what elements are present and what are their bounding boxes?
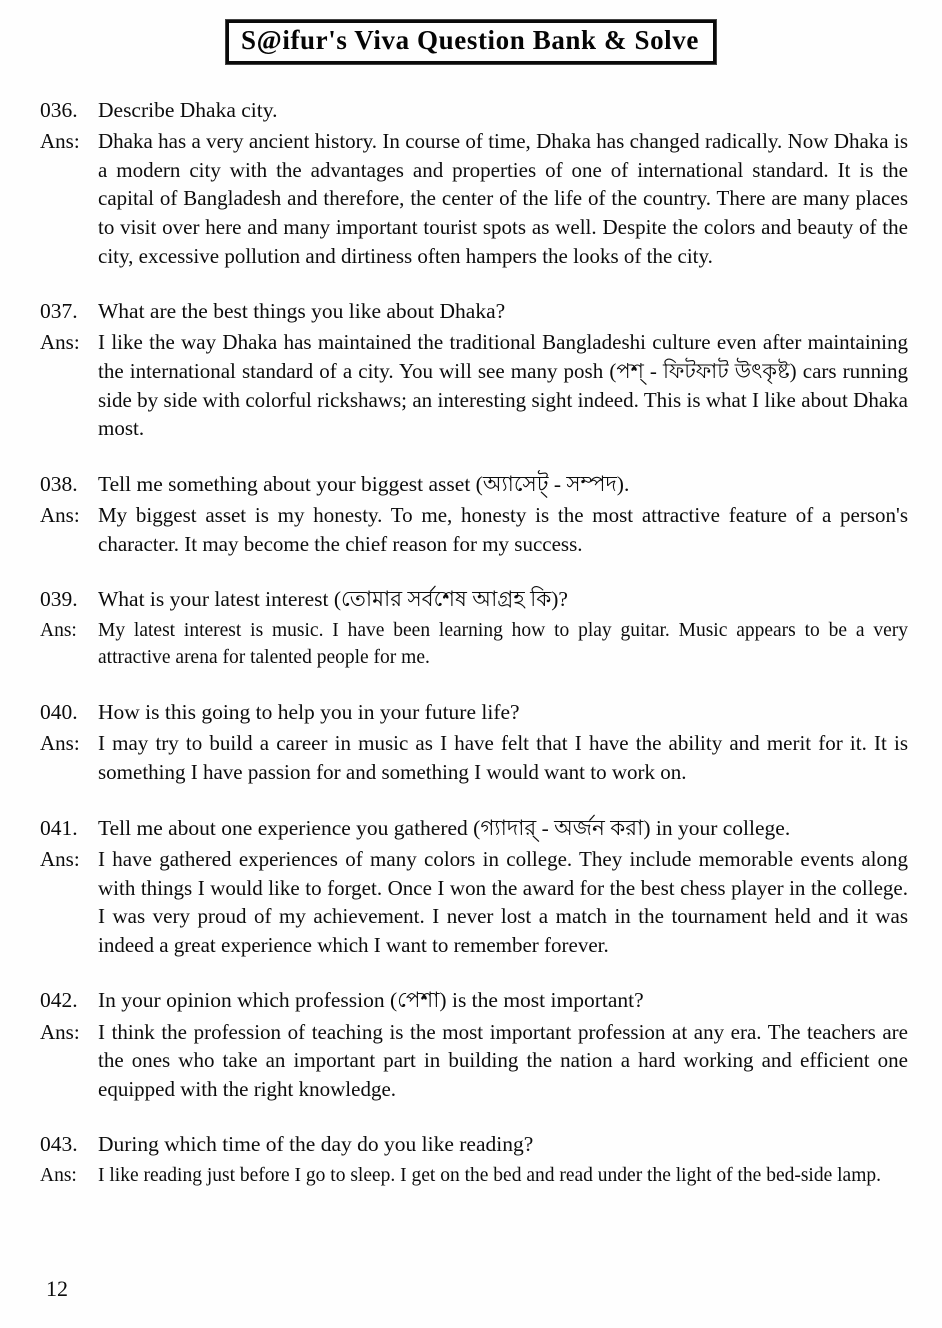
question-number: 037.	[40, 299, 78, 324]
answer-line	[40, 127, 908, 270]
qa-item-036	[40, 96, 908, 270]
question-line	[40, 1130, 908, 1158]
answer-text: I have gathered experiences of many colors in college. They include memorable events along with things I would like to forget. Once I won the award for the best chess player in the college. I was very proud of my achievement. I never lost a match in the tournament held and it was indeed a great experience which I want to remember forever.	[98, 846, 908, 957]
question-line	[40, 585, 908, 613]
answer-text: My biggest asset is my honesty. To me, honesty is the most attractive feature of a person's character. It may become the chief reason for my success.	[98, 503, 908, 556]
answer-label: Ans:	[40, 731, 80, 756]
question-number: 040.	[40, 700, 78, 725]
answer-line	[40, 328, 908, 442]
question-number: 039.	[40, 587, 78, 612]
answer-line	[40, 1162, 908, 1189]
answer-text: My latest interest is music. I have been learning how to play guitar. Music appears to be a very attractive arena for talented people for me.	[98, 619, 908, 668]
answer-line	[40, 1018, 908, 1104]
qa-content	[0, 64, 942, 1189]
question-line	[40, 297, 908, 325]
answer-text: I like the way Dhaka has maintained the traditional Bangladeshi culture even after maintaining the international standard of a city. You will see many posh (পশ্ - ফিটফাট উৎকৃষ্ট) cars running side by side with colorful rickshaws; an interesting sight indeed. This is what I like about Dhaka most.	[98, 330, 908, 441]
qa-item-043	[40, 1130, 908, 1189]
answer-text: Dhaka has a very ancient history. In course of time, Dhaka has changed radically. Now Dhaka is a modern city with the advantages and properties of one of international standard. It is the capital of Bangladesh and therefore, the center of the life of the country. There are many places to visit over here and many important tourist spots as well. Despite the colors and beauty of the city, excessive pollution and dirtiness often hampers the looks of the city.	[98, 129, 908, 268]
qa-item-042	[40, 986, 908, 1103]
answer-line	[40, 729, 908, 786]
question-number: 036.	[40, 98, 78, 122]
question-line	[40, 986, 908, 1014]
page-header	[0, 0, 942, 64]
answer-text: I may try to build a career in music as I have felt that I have the ability and merit for it. It is something I have passion for and something I would want to work on.	[98, 731, 908, 785]
qa-item-041	[40, 814, 908, 960]
book-title: S@ifur's Viva Question Bank & Solve	[226, 20, 716, 64]
question-line	[40, 814, 908, 842]
answer-label: Ans:	[40, 503, 80, 528]
qa-item-038	[40, 470, 908, 558]
question-text: Tell me something about your biggest asset (অ্যাসেট্ - সম্পদ).	[98, 471, 630, 496]
answer-label: Ans:	[40, 129, 80, 154]
question-text: In your opinion which profession (পেশা) is the most important?	[98, 988, 644, 1013]
answer-label: Ans:	[40, 846, 80, 871]
question-number: 043.	[40, 1132, 78, 1157]
question-text: What is your latest interest (তোমার সর্বশেষ আগ্রহ কি)?	[98, 587, 568, 612]
question-text: Tell me about one experience you gathered (গ্যাদার্ - অর্জন করা) in your college.	[98, 815, 791, 840]
question-line	[40, 470, 908, 498]
question-number: 042.	[40, 988, 78, 1013]
answer-line	[40, 845, 908, 959]
question-text: Describe Dhaka city.	[98, 98, 278, 122]
qa-item-040	[40, 698, 908, 786]
qa-item-037	[40, 297, 908, 443]
qa-item-039	[40, 585, 908, 671]
question-number: 038.	[40, 471, 78, 496]
question-text: How is this going to help you in your future life?	[98, 700, 520, 725]
question-line	[40, 698, 908, 726]
question-line	[40, 96, 908, 124]
answer-text: I think the profession of teaching is the most important profession at any era. The teachers are the ones who take an important part in building the nation a hard working and efficient one equipped with the right knowledge.	[98, 1019, 908, 1101]
question-text: During which time of the day do you like reading?	[98, 1132, 534, 1157]
answer-label: Ans:	[40, 619, 77, 641]
answer-line	[40, 617, 908, 672]
answer-line	[40, 501, 908, 558]
answer-label: Ans:	[40, 1164, 77, 1186]
answer-text: I like reading just before I go to sleep. I get on the bed and read under the light of the bed-side lamp.	[98, 1164, 881, 1186]
question-text: What are the best things you like about Dhaka?	[98, 299, 506, 324]
answer-label: Ans:	[40, 330, 80, 355]
question-number: 041.	[40, 815, 78, 840]
page-number: 12	[46, 1276, 68, 1301]
answer-label: Ans:	[40, 1019, 80, 1044]
